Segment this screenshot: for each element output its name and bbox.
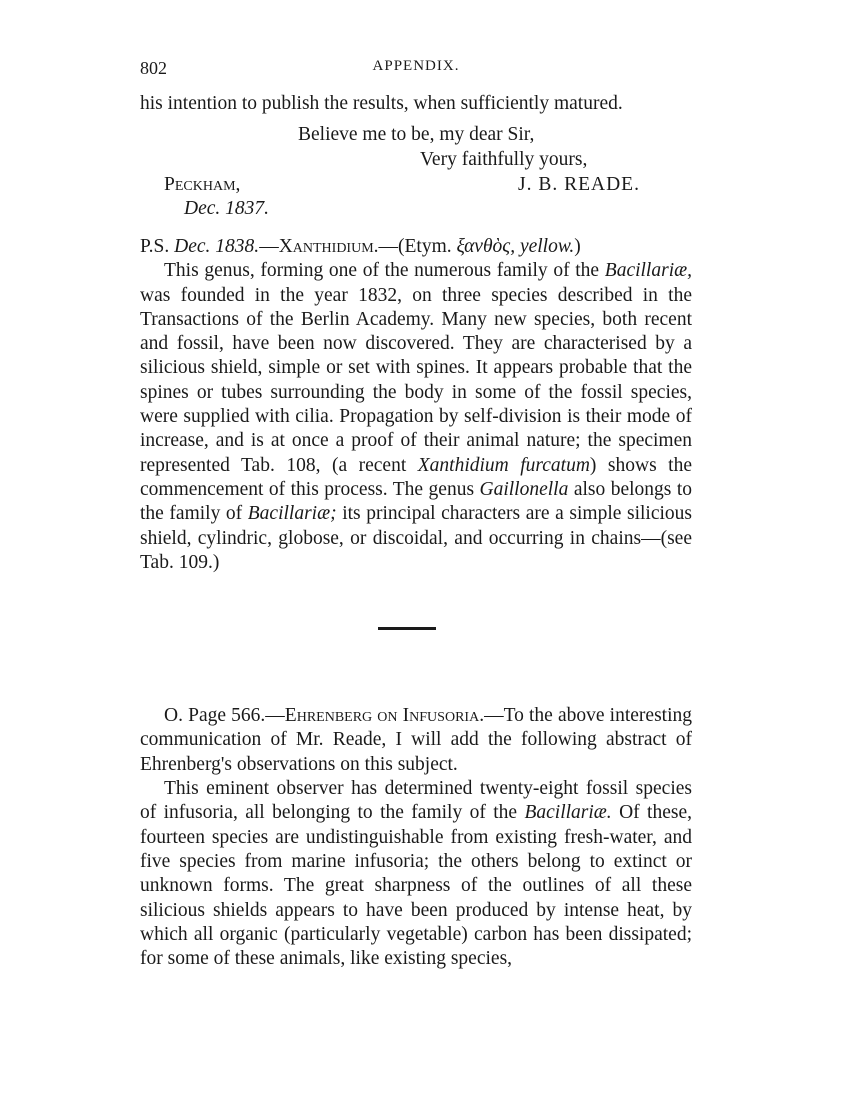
running-head <box>140 58 692 86</box>
ps-date: Dec. 1838. <box>174 236 260 258</box>
section-o-lead-after: .—To the above interesting communication of Mr. Reade, I will add the following abstract of Ehrenberg's observations on this subject. <box>140 705 693 775</box>
section-o-paragraph <box>140 777 692 971</box>
book-page <box>140 58 692 971</box>
ps-text-2: was founded in the year 1832, on three species described in the Transactions of the Berlin Academy. Many new species, both recent and fossil, have been now discovered. They are characterised by a silicious shield, simple or set with spines. It appears probable that the spines or tubes surrounding the body in some of the fossil species, were supplied with cilia. Propagation by self-division is their mode of increase, and is at once a proof of their animal nature; the specimen represented Tab. 108, (a recent <box>140 284 692 476</box>
letter-date-text: Dec. 1837. <box>184 198 270 220</box>
section-o-text-1: This eminent observer has determined twenty-eight fossil species of infusoria, all belonging to the family of the <box>140 778 692 824</box>
ps-text-3: ) shows the commencement of this process. The genus <box>140 454 692 500</box>
ps-dash: — <box>259 236 279 258</box>
ps-italic-3: Gaillonella <box>479 478 569 500</box>
page-number: 802 <box>140 58 167 78</box>
postscript-paragraph <box>140 259 692 575</box>
ps-text-1: This genus, forming one of the numerous family of the <box>164 260 605 282</box>
letter-closing-line-2: Very faithfully yours, <box>420 149 588 171</box>
section-o-intro <box>140 704 692 777</box>
letter-place: Peckham, <box>164 174 241 196</box>
section-o-heading: Ehrenberg on Infusoria <box>284 705 480 727</box>
section-o-text-2: Of these, fourteen species are undistinguishable from existing fresh-water, and five species from marine infusoria; the others belong to extinct or unknown forms. The great sharpness of the outlines of all these silicious shields appears to have been produced by intense heat, by which all organic (particularly vegetable) carbon has been dissipated; for some of these animals, like existing species, <box>140 802 693 970</box>
letter-signature: J. B. READE. <box>518 174 640 196</box>
signature-row <box>140 172 692 197</box>
ps-meaning: yellow. <box>519 236 575 258</box>
letter-continuation: his intention to publish the results, when sufficiently matured. <box>140 93 623 114</box>
section-o-lead: O. Page 566.— <box>164 705 285 727</box>
ps-italic-4: Bacillariæ; <box>247 503 337 525</box>
ps-greek: ξανθὸς, <box>456 236 516 258</box>
ps-italic-2: Xanthidium furcatum <box>417 454 590 476</box>
ps-text-4: also belongs to the family of <box>140 478 692 525</box>
ps-italic-1: Bacillariæ, <box>604 260 692 282</box>
ps-etym-open: .—(Etym. <box>373 236 457 258</box>
letter-closing-line-1: Believe me to be, my dear Sir, <box>298 124 535 146</box>
postscript-heading <box>140 235 692 259</box>
ps-etym-close: ) <box>574 236 581 258</box>
ps-text-5: its principal characters are a simple silicious shield, cylindric, globose, or discoidal, and occurring in chains—(see Tab. 109.) <box>140 503 692 573</box>
section-o-italic-1: Bacillariæ. <box>524 802 612 824</box>
ps-genus: Xanthidium <box>278 236 374 258</box>
running-title: APPENDIX. <box>372 58 460 74</box>
letter-date <box>140 197 692 221</box>
ps-label: P.S. <box>140 236 170 258</box>
section-divider <box>378 627 436 630</box>
